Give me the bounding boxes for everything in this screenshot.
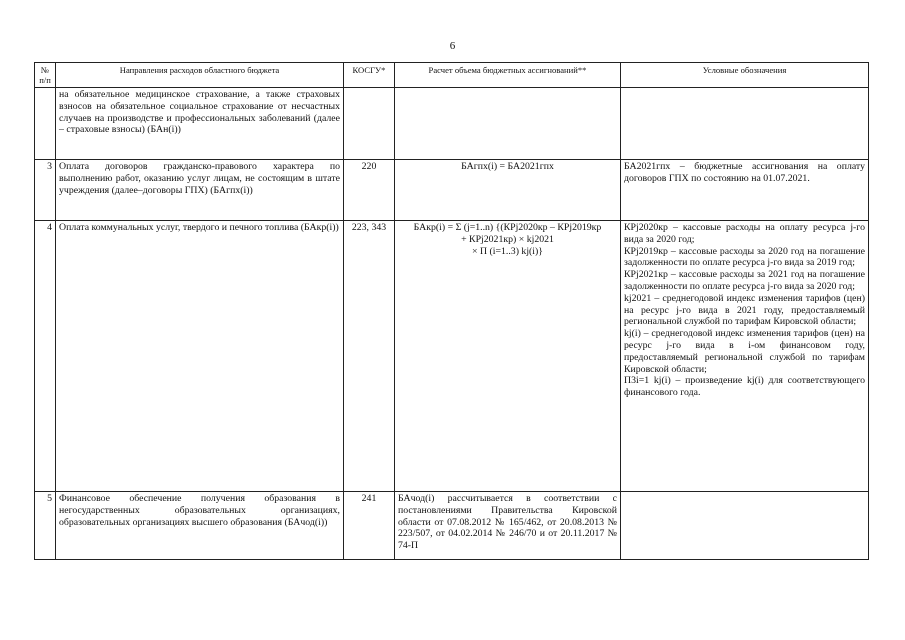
notes-line: Π3i=1 kj(i) – произведение kj(i) для соответствующего финансового года. (624, 375, 865, 399)
row-kosgu (344, 88, 395, 160)
row-calc-formula (395, 221, 621, 492)
header-notes: Условные обозначения (621, 63, 869, 88)
table-row (35, 221, 869, 492)
row-num: 3 (35, 160, 56, 221)
row-calc: БАгпх(i) = БА2021гпх (395, 160, 621, 221)
row-kosgu: 223, 343 (344, 221, 395, 492)
row-calc (395, 88, 621, 160)
notes-line: kj2021 – среднегодовой индекс изменения тарифов (цен) на ресурс j-го вида в 2021 году, предоставляемый региональной службой по тарифам Кировской области; (624, 292, 865, 328)
table-row (35, 160, 869, 221)
table-row (35, 88, 869, 160)
row-direction: Оплата договоров гражданско-правового характера по выполнению работ, оказанию услуг лицам, не состоящим в штате учреждения (далее–договоры ГПХ) (БАгпх(i)) (56, 160, 344, 221)
row-direction: Оплата коммунальных услуг, твердого и печного топлива (БАкр(i)) (56, 221, 344, 492)
row-notes (621, 88, 869, 160)
row-num: 5 (35, 492, 56, 560)
row-kosgu: 241 (344, 492, 395, 560)
row-direction: на обязательное медицинское страхование, а также страховых взносов на обязательное социальное страхование от несчастных случаев на производстве и профессиональных заболеваний (далее – страховые взносы) (БАн(i)) (56, 88, 344, 160)
formula-line: БАкр(i) = Σ (j=1..n) {(КРj2020кр – КРj2019кр (413, 222, 602, 233)
row-notes (621, 221, 869, 492)
row-num (35, 88, 56, 160)
table-row (35, 492, 869, 560)
row-notes (621, 492, 869, 560)
header-calc: Расчет объема бюджетных ассигнований** (395, 63, 621, 88)
row-notes: БА2021гпх – бюджетные ассигнования на оплату договоров ГПХ по состоянию на 01.07.2021. (621, 160, 869, 221)
header-num: № п/п (35, 63, 56, 88)
notes-line: kj(i) – среднегодовой индекс изменения тарифов (цен) на ресурс j-го вида в i-ом финансовом году, предоставляемый региональной службой по тарифам Кировской области; (624, 328, 865, 375)
page-number: 6 (449, 40, 456, 52)
row-num: 4 (35, 221, 56, 492)
formula-line: × Π (i=1..3) kj(i)} (472, 245, 543, 257)
notes-line: КРj2019кр – кассовые расходы за 2020 год на погашение задолженности по оплате ресурса j-го вида за 2019 год; (624, 245, 865, 269)
notes-line: КРj2021кр – кассовые расходы за 2021 год на погашение задолженности по оплате ресурса j-го вида за 2020 год; (624, 269, 865, 292)
header-direction: Направления расходов областного бюджета (56, 63, 344, 88)
formula-line: + КРj2021кр) × kj2021 (461, 233, 554, 245)
row-direction: Финансовое обеспечение получения образования в негосударственных образовательных организациях, образовательных организациях высшего образования (БАчод(i)) (56, 492, 344, 560)
table-header-row (35, 63, 869, 88)
row-kosgu: 220 (344, 160, 395, 221)
header-kosgu: КОСГУ* (344, 63, 395, 88)
budget-table (34, 62, 869, 560)
row-calc: БАчод(i) рассчитывается в соответствии с постановлениями Правительства Кировской области от 07.08.2012 № 165/462, от 20.08.2013 № 223/507, от 04.02.2014 № 246/70 и от 20.11.2017 № 74-П (395, 492, 621, 560)
notes-line: КРj2020кр – кассовые расходы на оплату ресурса j-го вида за 2020 год; (624, 222, 865, 245)
